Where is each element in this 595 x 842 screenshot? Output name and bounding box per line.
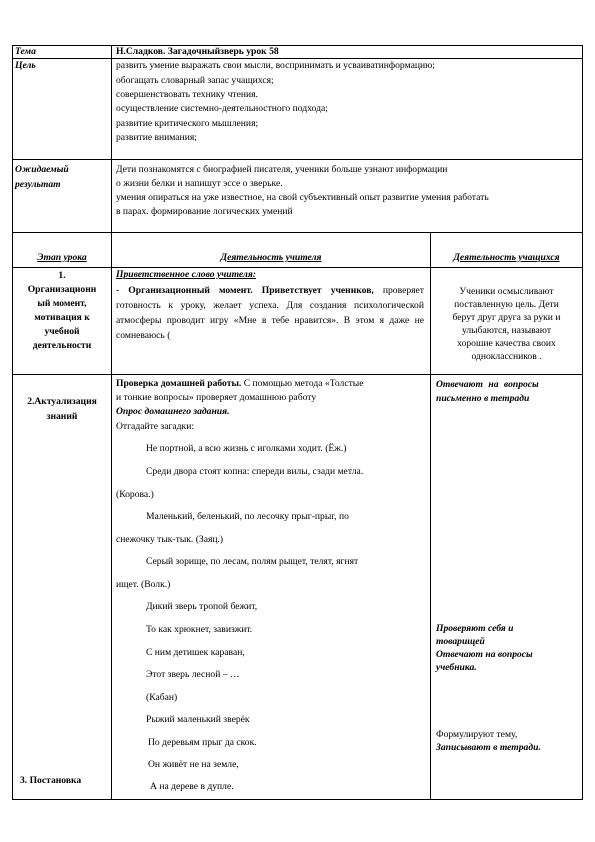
stage1-students-line: берут друг друга за руки и bbox=[452, 312, 561, 323]
goal-label: Цель bbox=[15, 60, 36, 71]
row-divider bbox=[12, 232, 583, 233]
stage1-organizational-moment: - Организационный момент. Приветствует учеников, bbox=[116, 285, 374, 296]
column-divider bbox=[430, 232, 431, 800]
header-students: Деятельность учащихся bbox=[453, 252, 560, 263]
goal-line: развить умение выражать свои мысли, воспринимать и усваиватинформацию; bbox=[116, 60, 435, 71]
stage2-students-answer: письменно в тетради bbox=[436, 393, 530, 404]
stage1-students-line: Ученики осмысливают bbox=[459, 286, 554, 297]
stage3-label: 3. Постановка bbox=[20, 775, 82, 786]
riddle-line: снежочку тык-тык. (Заяц.) bbox=[116, 534, 224, 545]
riddle-line: По деревьям прыг да скок. bbox=[148, 737, 257, 748]
header-teacher: Деятельность учителя bbox=[220, 252, 322, 263]
stage2-students-check: учебника. bbox=[436, 662, 477, 673]
stage2-students-write: Записывают в тетради. bbox=[436, 742, 541, 753]
stage1-label: деятельности bbox=[32, 340, 92, 351]
riddle-line: Маленький, беленький, по лесочку прыг-прыг, по bbox=[146, 511, 349, 522]
result-line: о жизни белки и напишут эссе о зверьке. bbox=[116, 178, 283, 189]
stage2-label: 2.Актуализация bbox=[27, 396, 97, 407]
stage2-homework-check bbox=[116, 378, 363, 390]
stage1-teacher-body: проверяет готовность к уроку, желает успеха. Для создания психологической атмосферы проводит игру «Мне в тебе нравится». В этом я даже не сомневаюсь ( bbox=[116, 285, 424, 341]
table-border-top bbox=[12, 45, 583, 46]
result-line: в парах. формирование логических умений bbox=[116, 206, 293, 217]
goal-line: развитие внимания; bbox=[116, 132, 197, 143]
stage1-students-line: одноклассников . bbox=[471, 351, 542, 362]
riddle-line: Он живёт не на земле, bbox=[148, 759, 239, 770]
stage1-label: учебной bbox=[44, 326, 80, 337]
table-border-bottom bbox=[12, 799, 583, 800]
stage2-riddles-intro: Отгадайте загадки: bbox=[116, 421, 195, 432]
stage1-label: 1. bbox=[58, 270, 66, 281]
riddle-line: Рыжий маленький зверёк bbox=[146, 714, 250, 725]
stage2-survey-heading: Опрос домашнего задания. bbox=[116, 406, 230, 417]
stage1-label: мотивация к bbox=[34, 312, 90, 323]
result-line: умения опираться на уже известное, на свой субъективный опыт развитие умения работать bbox=[116, 192, 489, 203]
result-line: Дети познакомятся с биографией писателя, ученики больше узнают информации bbox=[116, 164, 448, 175]
stage1-label: Организационн bbox=[27, 284, 97, 295]
riddle-line: С ним детишек караван, bbox=[146, 647, 245, 658]
riddle-line: А на дереве в дупле. bbox=[150, 781, 234, 792]
goal-line: осуществление системно-деятельностного подхода; bbox=[116, 103, 328, 114]
stage1-teacher-text bbox=[116, 283, 424, 343]
riddle-line: (Кабан) bbox=[146, 692, 178, 703]
stage2-students-formulate: Формулируют тему, bbox=[436, 729, 518, 740]
stage2-check-heading: Проверка домашней работы. bbox=[116, 378, 242, 389]
riddle-line: ищет. (Волк.) bbox=[116, 579, 171, 590]
riddle-line: То как хрюкнет, завизжит. bbox=[146, 624, 253, 635]
stage2-check-text-2: и тонкие вопросы» проверяет домашнюю работу bbox=[116, 392, 317, 403]
row-divider bbox=[12, 159, 583, 160]
riddle-line: (Корова.) bbox=[116, 489, 154, 500]
riddle-line: Этот зверь лесной – … bbox=[146, 669, 240, 680]
column-divider bbox=[111, 45, 112, 800]
topic-label: Тема bbox=[15, 46, 36, 57]
riddle-line: Дикий зверь тропой бежит, bbox=[146, 601, 258, 612]
result-label: результат bbox=[15, 179, 61, 190]
topic-value: Н.Сладков. Загадочныйзверь урок 58 bbox=[116, 46, 279, 57]
row-divider bbox=[12, 58, 583, 59]
riddle-line: Не портной, а всю жизнь с иголками ходит. (Ёж.) bbox=[146, 443, 347, 454]
stage2-students-check: Отвечают на вопросы bbox=[436, 649, 533, 660]
row-divider bbox=[12, 267, 583, 268]
stage2-students-answer: Отвечают на вопросы bbox=[436, 379, 539, 390]
row-divider bbox=[12, 374, 583, 375]
stage2-students-check: Проверяют себя и bbox=[436, 623, 514, 634]
stage1-teacher-heading: Приветственное слово учителя: bbox=[116, 269, 256, 280]
stage1-label: ый момент, bbox=[37, 298, 87, 309]
stage2-label: знаний bbox=[46, 411, 78, 422]
stage2-check-text: С помощью метода «Толстые bbox=[241, 378, 364, 389]
goal-line: развитие критического мышления; bbox=[116, 118, 259, 129]
goal-line: обогащать словарный запас учащихся; bbox=[116, 75, 274, 86]
stage2-students-check: товарищей bbox=[436, 636, 485, 647]
header-stage: Этап урока bbox=[37, 252, 87, 263]
riddle-line: Среди двора стоят копна: спереди вилы, сзади метла. bbox=[146, 466, 364, 477]
stage1-students-line: улыбаются, называют bbox=[461, 325, 552, 336]
result-label: Ожидаемый bbox=[15, 164, 69, 175]
riddle-line: Серый зорище, по лесам, полям рыщет, телят, ягнят bbox=[146, 556, 359, 567]
stage1-students-line: поставленную цель. Дети bbox=[454, 299, 559, 310]
goal-line: совершенствовать технику чтения. bbox=[116, 89, 258, 100]
stage1-students-line: хорошие качества своих bbox=[457, 338, 556, 349]
